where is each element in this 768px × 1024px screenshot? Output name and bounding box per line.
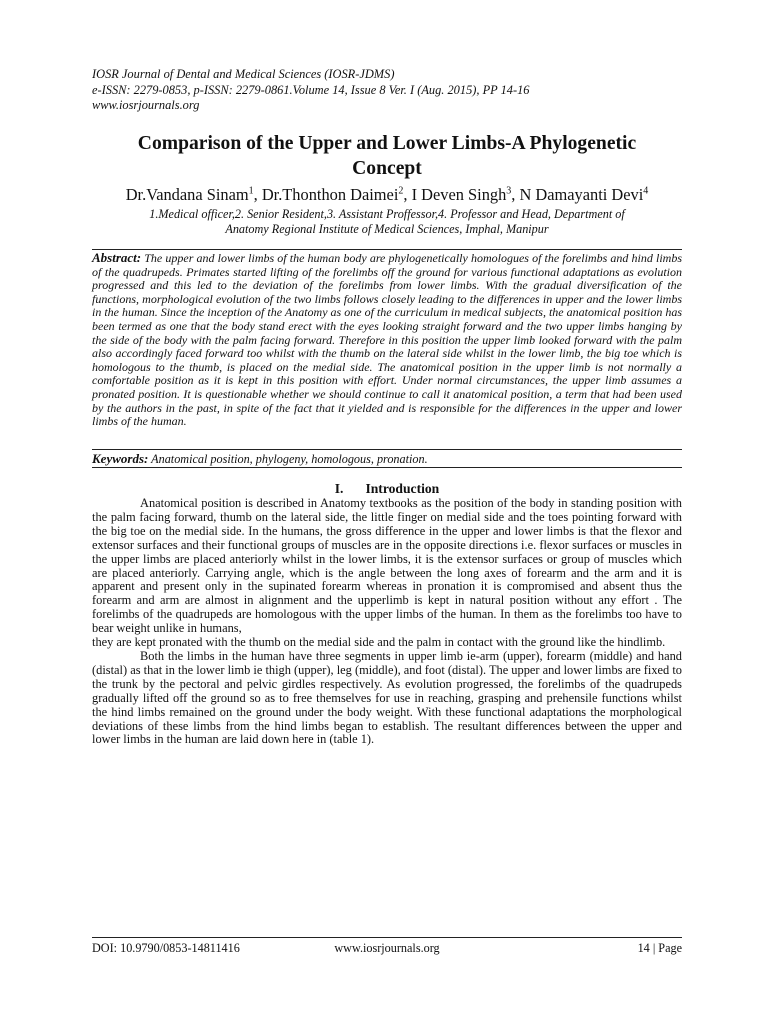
author-affiliation-mark: 3 — [506, 185, 512, 197]
author-separator: , — [403, 185, 412, 204]
abstract-label: Abstract: — [92, 250, 142, 265]
section-title: Introduction — [365, 481, 440, 496]
keywords — [92, 451, 682, 467]
author-affiliation-mark: 1 — [248, 185, 254, 197]
author-separator: , — [253, 185, 262, 204]
paragraph: they are kept pronated with the thumb on the medial side and the palm in contact with the ground like the hindlimb. — [92, 635, 666, 650]
journal-name: IOSR Journal of Dental and Medical Sciences (IOSR-JDMS) — [92, 67, 395, 81]
author-name: N Damayanti Devi — [519, 185, 644, 204]
keywords-label: Keywords: — [92, 451, 149, 466]
abstract-text: The upper and lower limbs of the human body are phylogenetically homologues of the forelimbs and hind limbs of the quadrupeds. Primates started lifting of the forelimbs off the ground for various functional adaptations as evolution progressed and this led to the deviation of the forelimbs from lower limbs. With the gradual diversification of the functions, morphological evolution of the two limbs follows closely leading to the differences in upper and the lower limbs in the human. Since the inception of the Anatomy as one of the curriculum in medical subjects, the anatomical position has been termed as one that the body stand erect with the eyes looking straight forward and the two upper limbs hanging by the side of the body with the palm facing forward. Therefore in this position the upper limb looked forward with the palm also accordingly faced forward too whilst with the thumb on the lateral side whilst in the lower limb, the big toe which is homologous to the thumb, is placed on the medial side. The anatomical position in the upper limb is not normally a comfortable position as it is kept in this position with effort. Under normal circumstances, the upper limb assumes a pronated position. It is questionable whether we should continue to call it anatomical position, a term that had been used by the authors in the past, in spite of the fact that it yielded and is responsible for the differences in the upper and lower limbs of the human. — [92, 251, 682, 429]
keywords-text: Anatomical position, phylogeny, homologous, pronation. — [148, 452, 428, 466]
author-name: I Deven Singh — [411, 185, 507, 204]
affiliation-line-1: 1.Medical officer,2. Senior Resident,3. Assistant Proffessor,4. Professor and Head, Department of — [149, 207, 625, 221]
author-separator: , — [511, 185, 520, 204]
footer-rule — [92, 937, 682, 938]
paragraph: Both the limbs in the human have three segments in upper limb ie-arm (upper), forearm (middle) and hand (distal) as that in the lower limb ie thigh (upper), leg (middle), and foot (distal). The upper and lower limbs are fixed to the trunk by the pectoral and pelvic girdles respectively. As evolution progressed, the forelimbs of the quadrupeds gradually lifted off the ground so as to free themselves for use in reaching, grasping and prehensile functions whilst the hind limbs remained on the ground under the body weight. With these functional adaptations the morphological deviations of these limbs from the hind limbs began to establish. The resultant differences between the upper and lower limbs in the human are laid down here in (table 1). — [92, 648, 682, 747]
issn-line: e-ISSN: 2279-0853, p-ISSN: 2279-0861.Volume 14, Issue 8 Ver. I (Aug. 2015), PP 14-16 — [92, 82, 530, 97]
page-number: 14 | Page — [637, 941, 682, 955]
author-list — [92, 185, 682, 205]
author-name: Dr.Vandana Sinam — [125, 185, 249, 204]
affiliations — [92, 207, 682, 237]
keywords-top-rule — [92, 449, 682, 450]
journal-url[interactable]: www.iosrjournals.org — [92, 98, 200, 112]
abstract — [92, 251, 682, 429]
author-affiliation-mark: 4 — [643, 185, 649, 197]
section-number: I. — [334, 481, 344, 496]
paper-title — [92, 131, 682, 181]
affiliation-line-2: Anatomy Regional Institute of Medical Sciences, Imphal, Manipur — [225, 222, 549, 236]
title-line-2: Concept — [352, 158, 422, 179]
journal-header — [92, 67, 692, 114]
paragraph: Anatomical position is described in Anatomy textbooks as the position of the body in standing position with the palm facing forward, thumb on the lateral side, the little finger on medial side and the toes pointing forward with the big toe on the medial side. In the humans, the gross difference in the upper and lower limbs is that the flexor and extensor surfaces and their functional groups of muscles are in the opposite directions i.e. flexor surfaces or muscles in the upper limbs are placed anteriorly whilst in the lower limbs, it is the extensor surfaces or group of muscles which are placed anteriorly. Carrying angle, which is the angle between the long axes of forearm and the arm and it is apparent and present only in the supinated forearm whereas in pronation it is compromised and absent thus the forearm and arm are almost in alignment and the upperlimb is kept in natural position without any effort . The forelimbs of the quadrupeds are homologous with the upper limbs of the human. In them as the forelimbs too have to bear weight unlike in humans, — [92, 496, 682, 636]
doi: DOI: 10.9790/0853-14811416 — [92, 941, 240, 955]
author-affiliation-mark: 2 — [398, 185, 404, 197]
abstract-top-rule — [92, 249, 682, 250]
introduction-body — [92, 497, 682, 747]
title-line-1: Comparison of the Upper and Lower Limbs-A Phylogenetic — [137, 133, 637, 154]
section-heading — [92, 481, 682, 497]
footer-url[interactable]: www.iosrjournals.org — [334, 941, 440, 955]
author-name: Dr.Thonthon Daimei — [261, 185, 399, 204]
keywords-bottom-rule — [92, 467, 682, 468]
